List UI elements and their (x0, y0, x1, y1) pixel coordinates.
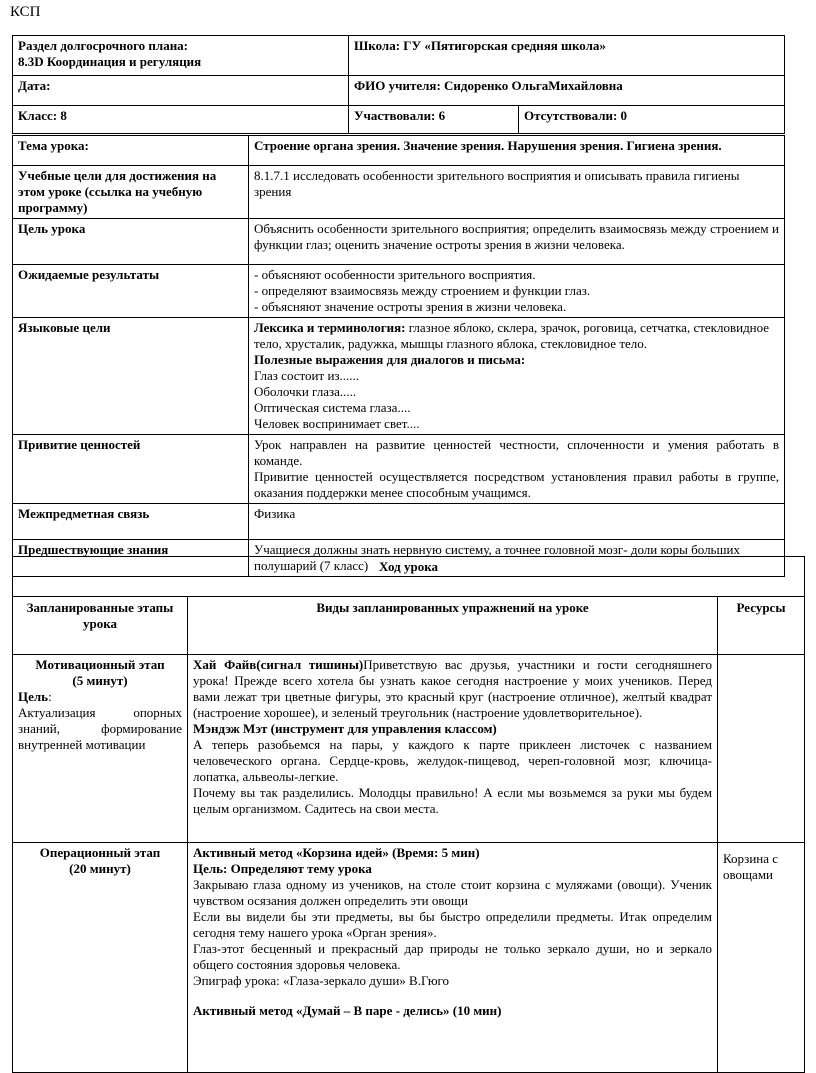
results-label: Ожидаемые результаты (13, 265, 249, 318)
think-pair-share-heading: Активный метод «Думай – В паре - делись» (10 мин) (193, 1003, 502, 1018)
phrase-item: Глаз состоит из...... (254, 368, 360, 383)
stage-name: Операционный этап (39, 845, 161, 860)
hi-five-paragraph (193, 657, 712, 721)
values-paragraph: Урок направлен на развитие ценностей честности, сплоченности и умения работать в команде. (254, 437, 779, 468)
section-value: 8.3D Координация и регуляция (18, 54, 202, 69)
hi-five-heading: Хай Файв(сигнал тишины) (193, 657, 364, 672)
stages-header: Запланированные этапы урока (13, 597, 188, 655)
prior-knowledge-label: Предшествующие знания (13, 540, 249, 577)
absent-cell: Отсутствовали: 0 (519, 106, 785, 134)
stage-goal: Цель: (18, 689, 52, 704)
topic-label: Тема урока: (13, 136, 249, 166)
basket-heading: Активный метод «Корзина идей» (Время: 5 мин) (193, 845, 480, 860)
basket-paragraph: Закрываю глаза одному из учеников, на столе стоит корзина с муляжами (овощи). Ученик чувством осязания должен определить эти овощи (193, 877, 712, 908)
result-item: - объясняют особенности зрительного восприятия. (254, 267, 536, 282)
goals-label: Учебные цели для достижения на этом уроке (ссылка на учебную программу) (13, 166, 249, 219)
basket-paragraph: Если вы видели бы эти предметы, вы бы быстро определили предметы. Итак определим сегодня тему нашего урока «Орган зрения». (193, 909, 712, 940)
vocabulary-heading: Лексика и терминология: (254, 320, 406, 335)
motivation-resources (718, 655, 805, 843)
motivation-activities (188, 655, 718, 843)
stage-name: Мотивационный этап (35, 657, 165, 672)
course-table (12, 556, 805, 1073)
interdisciplinary-label: Межпредметная связь (13, 504, 249, 540)
stage-motivation (13, 655, 188, 843)
prior-knowledge-value: Учащиеся должны знать нервную систему, а точнее головной мозг- доли коры больших полушарий (7 класс) (249, 540, 785, 577)
phrases-heading: Полезные выражения для диалогов и письма: (254, 352, 526, 367)
result-item: - объясняют значение остроты зрения в жизни человека. (254, 299, 567, 314)
manage-mat-text: Почему вы так разделились. Молодцы правильно! А если мы возьмемся за руки мы будем целым организмом. Садитесь на свои места. (193, 785, 712, 816)
basket-goal: Цель: Определяют тему урока (193, 861, 372, 876)
stage-operation (13, 843, 188, 1073)
vocabulary-terms: глазное яблоко, склера, зрачок, роговица, сетчатка, стекловидное тело, хрусталик, радужка, мышцы глазного яблока, стекловидное тело. (254, 320, 770, 351)
values-paragraph: Привитие ценностей осуществляется посредством установления правил работы в группе, оказания поддержки менее способным учащимся. (254, 469, 779, 500)
interdisciplinary-value: Физика (249, 504, 785, 540)
course-title: Ход урока (13, 557, 805, 597)
section-cell (13, 36, 349, 76)
topic-value: Строение органа зрения. Значение зрения. Нарушения зрения. Гигиена зрения. (249, 136, 785, 166)
values-label: Привитие ценностей (13, 435, 249, 504)
stage-time: (5 минут) (72, 673, 128, 688)
stage-goal-label: Цель (18, 689, 49, 704)
basket-paragraph: Глаз-этот бесценный и прекрасный дар природы не только зеркало души, но и зеркало общего состояния здоровья человека. (193, 941, 712, 972)
class-cell: Класс: 8 (13, 106, 349, 134)
document-label: КСП (10, 4, 41, 20)
aim-value: Объяснить особенности зрительного восприятия; определить взаимосвязь между строением и функции глаз; оценить значение остроты зрения в жизни человека. (249, 219, 785, 265)
resources-header: Ресурсы (718, 597, 805, 655)
school-cell: Школа: ГУ «Пятигорская средняя школа» (349, 36, 785, 76)
stage-time: (20 минут) (69, 861, 131, 876)
language-content (249, 318, 785, 435)
phrase-item: Человек воспринимает свет.... (254, 416, 420, 431)
aim-label: Цель урока (13, 219, 249, 265)
values-content (249, 435, 785, 504)
spacer (193, 989, 712, 1003)
teacher-cell: ФИО учителя: Сидоренко ОльгаМихайловна (349, 76, 785, 106)
operation-resources (718, 843, 805, 1073)
result-item: - определяют взаимосвязь между строением и функции глаз. (254, 283, 591, 298)
present-cell: Участвовали: 6 (349, 106, 519, 134)
activities-header: Виды запланированных упражнений на уроке (188, 597, 718, 655)
results-list (249, 265, 785, 318)
date-cell: Дата: (13, 76, 349, 106)
vocabulary-text (254, 320, 779, 352)
header-table (12, 35, 785, 134)
lesson-table (12, 135, 785, 577)
epigraph: Эпиграф урока: «Глаза-зеркало души» В.Гюго (193, 973, 450, 988)
stage-goal-text: Актуализация опорных знаний, формирование внутренней мотивации (18, 705, 182, 752)
manage-mat-heading: Мэндэж Мэт (инструмент для управления классом) (193, 721, 497, 736)
section-label: Раздел долгосрочного плана: (18, 38, 189, 53)
language-label: Языковые цели (13, 318, 249, 435)
manage-mat-text: А теперь разобьемся на пары, у каждого к парте приклеен листочек с названием человеческого органа. Сердце-кровь, желудок-пищевод, череп-головной мозг, ключица-лопатка, альвеолы-легкие. (193, 737, 712, 784)
operation-activities (188, 843, 718, 1073)
phrase-item: Оптическая система глаза.... (254, 400, 411, 415)
phrase-item: Оболочки глаза..... (254, 384, 357, 399)
goals-value: 8.1.7.1 исследовать особенности зрительного восприятия и описывать правила гигиены зрения (249, 166, 785, 219)
resource-item: Корзина с овощами (723, 851, 779, 882)
hi-five-text: Приветствую вас друзья, участники и гости сегодняшнего урока! Прежде всего хотела бы узнать какое сегодня настроение у моих учеников. Перед вами лежат три цветные фигуры, это красный круг (настроение отличное), желтый квадрат (настроение хорошее), и зеленый треугольник (настроение удовлетворительное). (193, 657, 712, 720)
